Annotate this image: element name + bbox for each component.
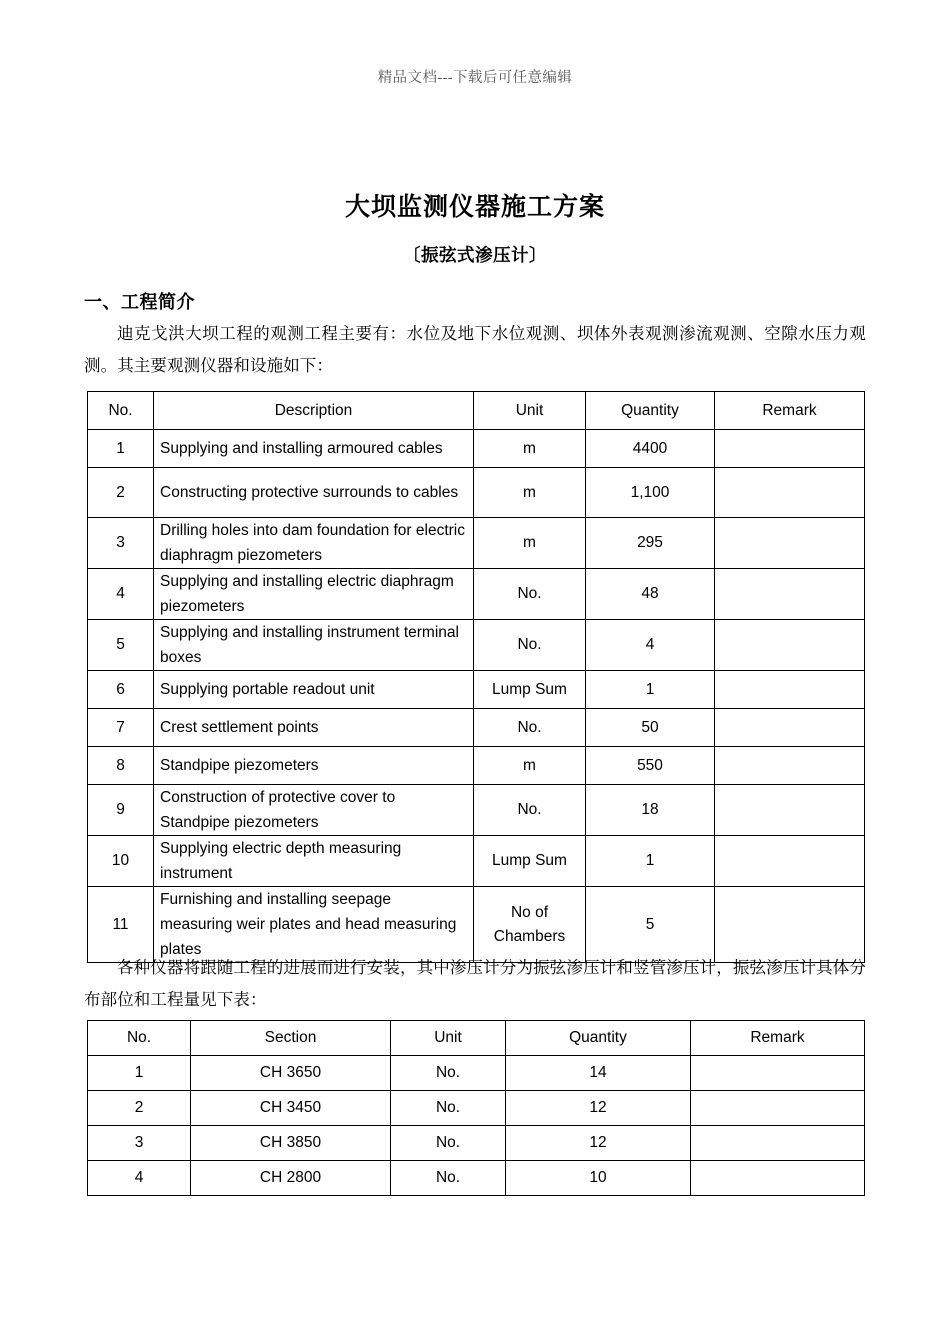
cell-unit: m: [474, 518, 586, 569]
column-header-remark: Remark: [691, 1021, 865, 1056]
page-subtitle: 〔振弦式渗压计〕: [403, 245, 547, 266]
table-row: [88, 569, 865, 620]
cell-quantity: 550: [586, 747, 715, 785]
cell-unit: No of Chambers: [474, 887, 586, 963]
cell-no: 9: [88, 785, 154, 836]
cell-no: 1: [88, 430, 154, 468]
table-row: [88, 468, 865, 518]
cell-description: Standpipe piezometers: [154, 747, 474, 785]
table-row: [88, 671, 865, 709]
table-row: [88, 1056, 865, 1091]
page-title: 大坝监测仪器施工方案: [344, 192, 605, 221]
cell-remark: [691, 1056, 865, 1091]
cell-no: 2: [88, 468, 154, 518]
cell-description: Constructing protective surrounds to cables: [154, 468, 474, 518]
column-header-description: Description: [154, 392, 474, 430]
table-row: [88, 1126, 865, 1161]
cell-quantity: 5: [586, 887, 715, 963]
cell-quantity: 48: [586, 569, 715, 620]
title-block: [86, 193, 864, 267]
distribution-table: [87, 1020, 865, 1196]
cell-description: Construction of protective cover to Standpipe piezometers: [154, 785, 474, 836]
cell-quantity: 1: [586, 836, 715, 887]
cell-no: 4: [88, 1161, 191, 1196]
table-row: [88, 1161, 865, 1196]
table-row: [88, 747, 865, 785]
column-header-quantity: Quantity: [506, 1021, 691, 1056]
table-row: [88, 836, 865, 887]
table-row: [88, 430, 865, 468]
cell-remark: [715, 468, 865, 518]
cell-quantity: 10: [506, 1161, 691, 1196]
equipment-table: [87, 391, 865, 963]
cell-remark: [715, 518, 865, 569]
cell-no: 3: [88, 518, 154, 569]
cell-no: 6: [88, 671, 154, 709]
cell-description: Supplying and installing electric diaphragm piezometers: [154, 569, 474, 620]
cell-quantity: 12: [506, 1091, 691, 1126]
cell-no: 5: [88, 620, 154, 671]
paragraph-project-intro: 迪克戈洪大坝工程的观测工程主要有：水位及地下水位观测、坝体外表观测渗流观测、空隙水压力观测。其主要观测仪器和设施如下：: [84, 324, 866, 375]
cell-description: Supplying portable readout unit: [154, 671, 474, 709]
cell-quantity: 1,100: [586, 468, 715, 518]
cell-quantity: 4: [586, 620, 715, 671]
cell-section: CH 3650: [191, 1056, 391, 1091]
cell-section: CH 2800: [191, 1161, 391, 1196]
cell-unit: m: [474, 430, 586, 468]
table-row: [88, 785, 865, 836]
cell-unit: No.: [391, 1126, 506, 1161]
section-heading-project-intro: 一、工程简介: [84, 292, 195, 313]
column-header-section: Section: [191, 1021, 391, 1056]
cell-remark: [715, 620, 865, 671]
cell-quantity: 50: [586, 709, 715, 747]
cell-unit: No.: [474, 620, 586, 671]
cell-quantity: 1: [586, 671, 715, 709]
column-header-remark: Remark: [715, 392, 865, 430]
cell-unit: Lump Sum: [474, 671, 586, 709]
cell-remark: [715, 671, 865, 709]
column-header-unit: Unit: [391, 1021, 506, 1056]
cell-quantity: 4400: [586, 430, 715, 468]
cell-remark: [691, 1161, 865, 1196]
cell-unit: No.: [474, 785, 586, 836]
cell-quantity: 18: [586, 785, 715, 836]
cell-remark: [715, 430, 865, 468]
cell-quantity: 14: [506, 1056, 691, 1091]
table-row: [88, 709, 865, 747]
cell-no: 10: [88, 836, 154, 887]
cell-remark: [715, 836, 865, 887]
cell-unit: m: [474, 468, 586, 518]
cell-remark: [715, 709, 865, 747]
cell-no: 1: [88, 1056, 191, 1091]
cell-unit: No.: [391, 1056, 506, 1091]
table-row: [88, 518, 865, 569]
cell-no: 4: [88, 569, 154, 620]
column-header-no: No.: [88, 1021, 191, 1056]
cell-no: 3: [88, 1126, 191, 1161]
cell-no: 2: [88, 1091, 191, 1126]
cell-quantity: 12: [506, 1126, 691, 1161]
cell-unit: m: [474, 747, 586, 785]
cell-section: CH 3450: [191, 1091, 391, 1126]
cell-description: Furnishing and installing seepage measuring weir plates and head measuring plates: [154, 887, 474, 963]
cell-section: CH 3850: [191, 1126, 391, 1161]
cell-no: 11: [88, 887, 154, 963]
paragraph-instrument-distribution: 各种仪器将跟随工程的进展而进行安装，其中渗压计分为振弦渗压计和竖管渗压计，振弦渗压计具体分布部位和工程量见下表：: [84, 958, 866, 1009]
column-header-quantity: Quantity: [586, 392, 715, 430]
cell-remark: [715, 569, 865, 620]
cell-unit: No.: [391, 1161, 506, 1196]
cell-remark: [715, 785, 865, 836]
cell-description: Supplying and installing armoured cables: [154, 430, 474, 468]
cell-remark: [715, 747, 865, 785]
table-row: [88, 620, 865, 671]
cell-description: Crest settlement points: [154, 709, 474, 747]
table-header-row: [88, 392, 865, 430]
cell-unit: No.: [474, 709, 586, 747]
document-watermark-header: 精品文档---下载后可任意编辑: [377, 70, 573, 86]
cell-description: Supplying electric depth measuring instrument: [154, 836, 474, 887]
cell-unit: No.: [474, 569, 586, 620]
table-header-row: [88, 1021, 865, 1056]
column-header-no: No.: [88, 392, 154, 430]
cell-no: 8: [88, 747, 154, 785]
cell-remark: [691, 1126, 865, 1161]
cell-quantity: 295: [586, 518, 715, 569]
cell-unit: Lump Sum: [474, 836, 586, 887]
cell-remark: [691, 1091, 865, 1126]
cell-unit: No.: [391, 1091, 506, 1126]
table-row: [88, 1091, 865, 1126]
column-header-unit: Unit: [474, 392, 586, 430]
cell-no: 7: [88, 709, 154, 747]
cell-description: Drilling holes into dam foundation for electric diaphragm piezometers: [154, 518, 474, 569]
cell-description: Supplying and installing instrument terminal boxes: [154, 620, 474, 671]
